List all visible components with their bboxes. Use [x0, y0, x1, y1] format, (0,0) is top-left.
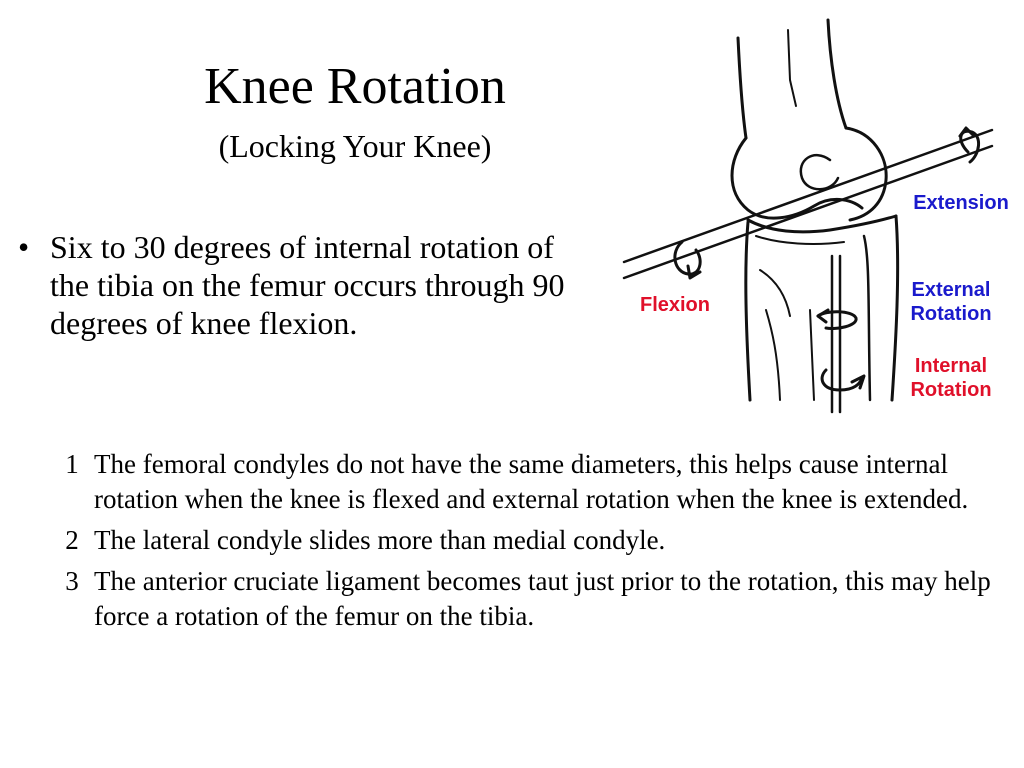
- femur-outline-left: [738, 38, 746, 138]
- slide-subtitle: (Locking Your Knee): [218, 128, 492, 164]
- flexion-label: Flexion: [639, 294, 710, 316]
- main-bullet: [18, 228, 578, 342]
- external-rotation-label: [890, 278, 1012, 326]
- point-number: 2: [65, 525, 79, 555]
- plateau-inner: [756, 236, 844, 244]
- bullet-marker: •: [18, 229, 30, 265]
- external-rotation-line1: External: [911, 279, 991, 301]
- tibial-tubercle: [760, 270, 790, 316]
- internal-rotation-label: [890, 354, 1012, 402]
- slide-title: Knee Rotation: [204, 58, 506, 115]
- external-arrowhead: [818, 310, 828, 322]
- point-number: 1: [65, 449, 79, 479]
- numbered-point: [56, 447, 996, 517]
- point-text: The femoral condyles do not have the same diameters, this helps cause internal rotation when the knee is flexed and external rotation when the knee is extended.: [94, 449, 969, 514]
- condyle-curve: [801, 155, 838, 189]
- numbered-point: [56, 523, 996, 558]
- tibia-outline-left: [746, 222, 750, 400]
- external-rotation-line2: Rotation: [910, 303, 992, 325]
- femur-outline-right: [828, 20, 846, 128]
- tibia-inner-left: [766, 310, 780, 400]
- point-text: The lateral condyle slides more than medial condyle.: [94, 525, 666, 555]
- bullet-text: Six to 30 degrees of internal rotation of the tibia on the femur occurs through 90 degrees of knee flexion.: [50, 229, 565, 341]
- femur-inner-line: [788, 30, 796, 106]
- extension-label: Extension: [913, 192, 1009, 214]
- point-text: The anterior cruciate ligament becomes taut just prior to the rotation, this may help force a rotation of the femur on the tibia.: [94, 566, 991, 631]
- knee-diagram: [600, 10, 1024, 420]
- internal-rotation-line2: Rotation: [910, 379, 992, 401]
- point-number: 3: [65, 566, 79, 596]
- tibia-inner-mid: [810, 310, 814, 400]
- numbered-point: [56, 564, 996, 634]
- internal-rotation-line1: Internal: [914, 355, 988, 377]
- femoral-condyle-medial: [732, 138, 862, 218]
- numbered-points-list: [56, 447, 996, 640]
